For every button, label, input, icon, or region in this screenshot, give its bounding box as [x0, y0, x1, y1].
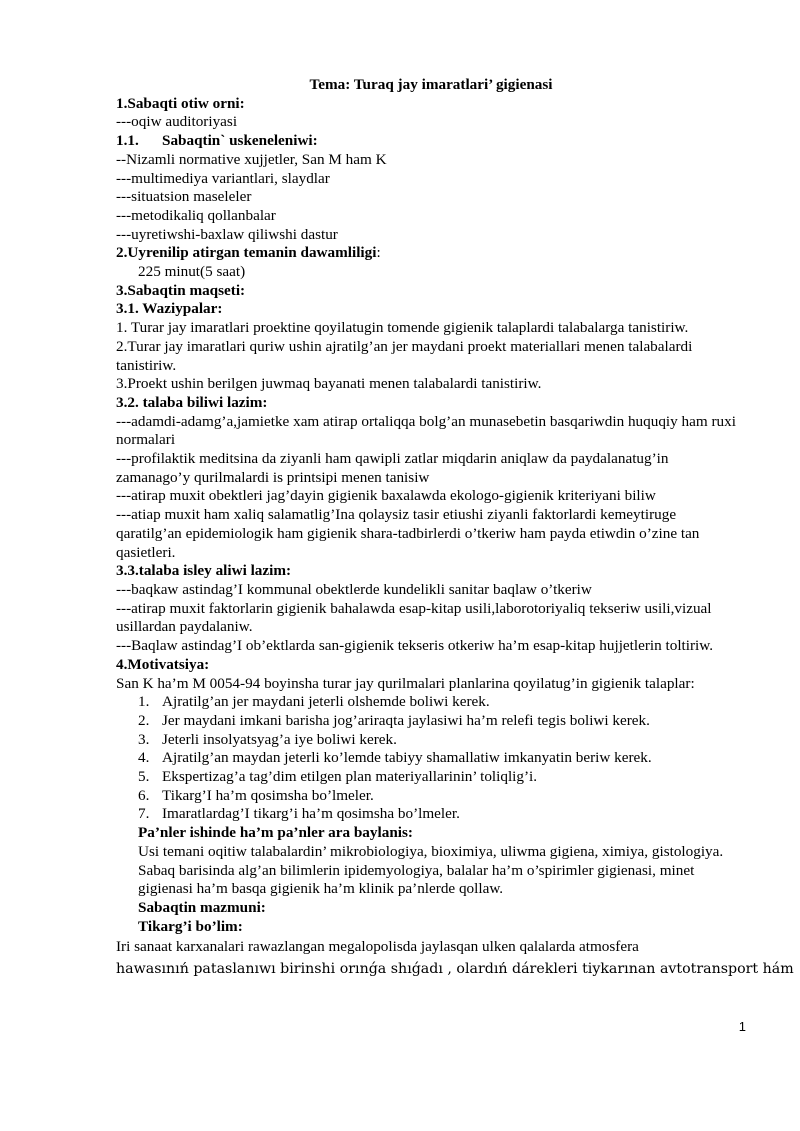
- list-text: Ajratilg’an maydan jeterli ko’lemde tabiyy shamallatiw imkanyatin beriw kerek.: [162, 749, 652, 767]
- skill-item: ---atirap muxit faktorlarin gigienik bahalawda esap-kitap usili,laborotoriyaliq tekseriw usili,vizual usillardan paydalaniw.: [116, 599, 712, 636]
- list-text: Imaratlardag’I tikarg’i ha’m qosimsha bo’lmeler.: [162, 805, 460, 823]
- task-item: 1. Turar jay imaratlari proektine qoyilatugin tomende gigienik talaplardi talabalarga tanistiriw.: [116, 319, 689, 337]
- section-2-heading-text: 2.Uyrenilip atirgan temanin dawamliligi: [116, 244, 377, 262]
- section-1-heading: 1.Sabaqti otiw orni:: [116, 94, 245, 112]
- list-item: [116, 768, 740, 787]
- body-paragraph-line: Iri sanaat karxanalari rawazlangan megalopolisda jaylasqan ulken qalalarda atmosfera: [116, 938, 639, 956]
- content-heading: Sabaqtin mazmuni:: [138, 898, 266, 916]
- section-2-colon: :: [376, 244, 381, 262]
- equipment-item: ---metodikaliq qollanbalar: [116, 206, 276, 224]
- list-number: 2.: [138, 711, 150, 729]
- section-number: 1.1.: [116, 132, 139, 150]
- section-1-1-heading: [116, 132, 740, 151]
- skill-item: ---baqkaw astindag’I kommunal obektlerde kundelikli sanitar baqlaw o’tkeriw: [116, 580, 592, 598]
- interdisciplinary-section: [116, 824, 740, 936]
- equipment-item: ---situatsion maseleler: [116, 188, 252, 206]
- interdisciplinary-paragraph: Sabaq barisinda alg’an bilimlerin ipidemyologiya, balalar ha’m o’spirimler gigienasi, minet gigienasi ha’m basqa gigienik ha’m klinik pa’nlerde qollaw.: [138, 861, 695, 898]
- main-part-heading: Tikarg’i bo’lim:: [138, 917, 243, 935]
- body-paragraph-line: hawasınıń pataslanıwı birinshi orınǵa shıǵadı , olardıń dárekleri tiykarınan avtotransport hám: [116, 961, 794, 978]
- list-text: Ekspertizag’a tag’dim etilgen plan materiyallarinin’ toliqlig’i.: [162, 768, 538, 786]
- section-heading-text: Sabaqtin` uskeneleniwi:: [162, 132, 318, 150]
- section-2-heading: [116, 244, 740, 263]
- list-text: Jeterli insolyatsyag’a iye boliwi kerek.: [162, 730, 397, 748]
- skill-item: ---Baqlaw astindag’I ob’ektlarda san-gigienik tekseris otkeriw ha’m esap-kitap hujjetlerin toltiriw.: [116, 637, 714, 655]
- section-3-heading: 3.Sabaqtin maqseti:: [116, 281, 246, 299]
- list-number: 4.: [138, 749, 150, 767]
- equipment-item: --Nizamli normative xujjetler, San M ham K: [116, 150, 387, 168]
- list-item: [116, 787, 740, 806]
- section-3-2-heading: 3.2. talaba biliwi lazim:: [116, 393, 268, 411]
- page-number: 1: [738, 1019, 746, 1034]
- equipment-item: ---uyretiwshi-baxlaw qiliwshi dastur: [116, 225, 338, 243]
- section-3-3-heading: 3.3.talaba isley aliwi lazim:: [116, 562, 292, 580]
- list-item: [116, 731, 740, 750]
- task-item: 2.Turar jay imaratlari quriw ushin ajratilg’an jer maydani proekt materiallari menen talabalardi tanistiriw.: [116, 337, 693, 374]
- list-number: 7.: [138, 805, 150, 823]
- section-2-duration: 225 minut(5 saat): [138, 263, 246, 281]
- list-text: Tikarg’I ha’m qosimsha bo’lmeler.: [162, 786, 374, 804]
- equipment-item: ---multimediya variantlari, slaydlar: [116, 169, 330, 187]
- list-number: 6.: [138, 786, 150, 804]
- section-4-heading: 4.Motivatsiya:: [116, 655, 210, 673]
- list-number: 1.: [138, 693, 150, 711]
- list-text: Jer maydani imkani barisha jog’ariraqta jaylasiwi ha’m relefi tegis boliwi kerek.: [162, 711, 650, 729]
- knowledge-item: ---profilaktik meditsina da ziyanli ham qawipli zatlar miqdarin aniqlaw da paydalanatug’in zamanago’y qurilmalardi is printsipi menen tanisiw: [116, 450, 669, 486]
- document-title: Tema: Turaq jay imaratlari’ gigienasi: [309, 76, 553, 93]
- motivation-intro: San K ha’m M 0054-94 boyinsha turar jay qurilmalari planlarina qoyilatug’in gigienik talaplar:: [116, 674, 695, 692]
- list-item: [116, 749, 740, 768]
- interdisciplinary-paragraph: Usi temani oqitiw talabalardin’ mikrobiologiya, bioximiya, uliwma gigiena, ximiya, gistologiya.: [138, 842, 724, 860]
- knowledge-item: ---atiap muxit ham xaliq salamatlig’Ina qolaysiz tasir etiushi ziyanli faktorlardi kemeytiruge qaratilg’an epidemiologik ham gigienik shara-tadbirlerdi o’tkeriw ham payda etiwdin o’zine tan qasietleri.: [116, 506, 700, 561]
- interdisciplinary-heading: Pa’nler ishinde ha’m pa’nler ara baylanis:: [138, 824, 413, 842]
- list-number: 5.: [138, 768, 150, 786]
- knowledge-item: ---atirap muxit obektleri jag’dayin gigienik baxalawda ekologo-gigienik kriteriyani biliw: [116, 487, 656, 505]
- list-item: [116, 805, 740, 824]
- section-1-value: ---oqiw auditoriyasi: [116, 113, 238, 131]
- list-number: 3.: [138, 730, 150, 748]
- section-3-1-heading: 3.1. Waziypalar:: [116, 300, 223, 318]
- knowledge-item: ---adamdi-adamg’a,jamietke xam atirap ortaliqqa bolg’an munasebetin basqariwdin huquqiy ham ruxi normalari: [116, 412, 736, 449]
- list-item: [116, 693, 740, 712]
- task-item: 3.Proekt ushin berilgen juwmaq bayanati menen talabalardi tanistiriw.: [116, 375, 542, 393]
- list-text: Ajratilg’an jer maydani jeterli olshemde boliwi kerek.: [162, 693, 490, 711]
- requirements-list: [116, 693, 740, 824]
- list-item: [116, 712, 740, 731]
